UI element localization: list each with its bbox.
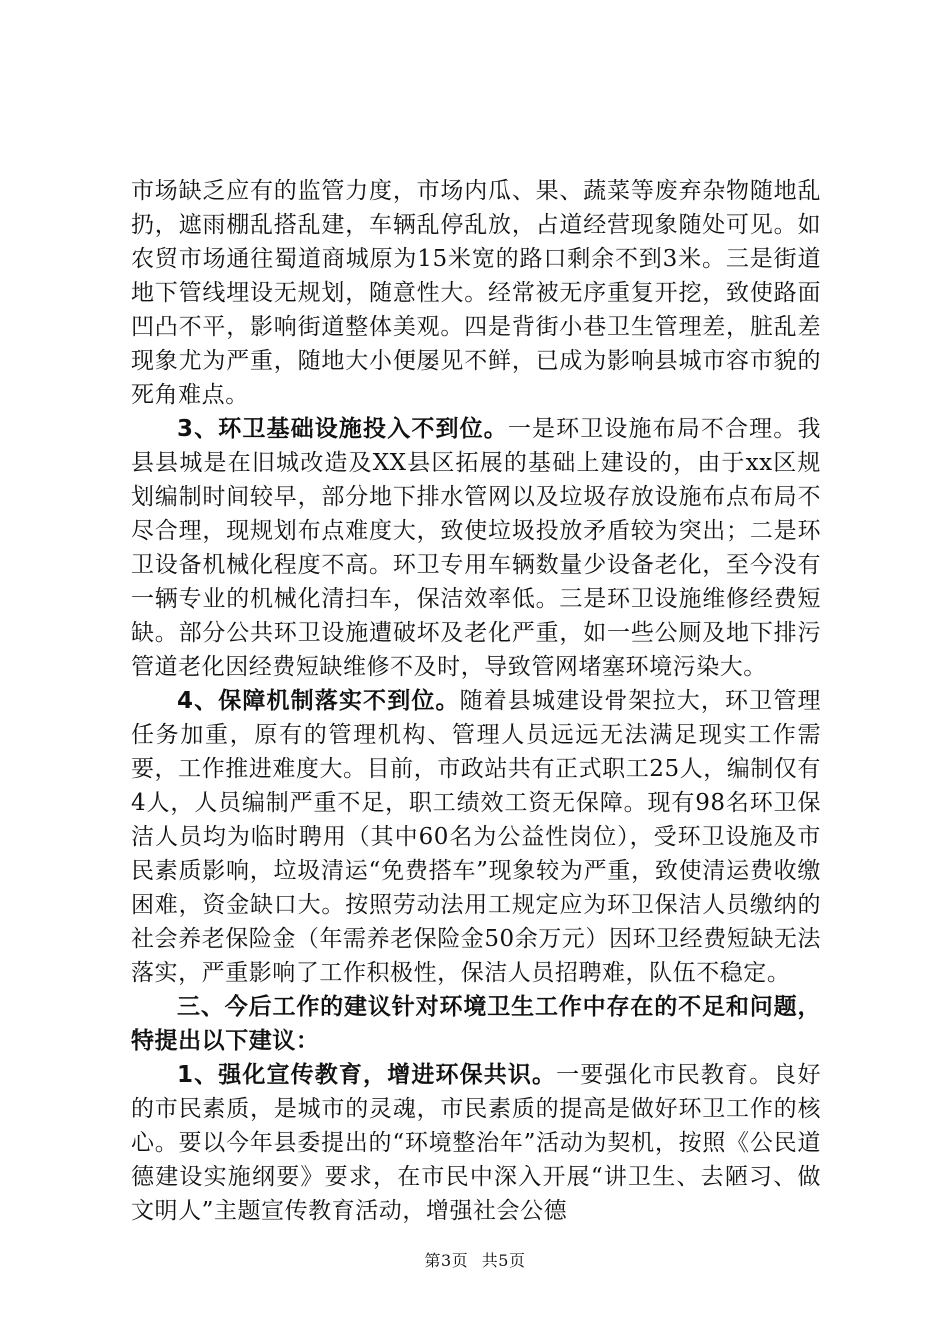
section-heading: 三、今后工作的建议针对环境卫生工作中存在的不足和问题，特提出以下建议：	[131, 994, 821, 1054]
paragraph-lead: 3、环卫基础设施投入不到位。	[177, 416, 508, 442]
paragraph-lead: 4、保障机制落实不到位。	[177, 688, 460, 714]
paragraph-market-issues	[131, 174, 821, 412]
paragraph-text: 一要强化市民教育。良好的市民素质，是城市的灵魂，市民素质的提高是做好环卫工作的核心。要以今年县委提出的“环境整治年”活动为契机，按照《公民道德建设实施纲要》要求，在市民中深入开展“讲卫生、去陋习、做文明人”主题宣传教育活动，增强社会公德	[131, 1062, 821, 1224]
paragraph-text: 市场缺乏应有的监管力度，市场内瓜、果、蔬菜等废弃杂物随地乱扔，遮雨棚乱搭乱建，车辆乱停乱放，占道经营现象随处可见。如农贸市场通往蜀道商城原为15米宽的路口剩余不到3米。三是街道地下管线埋设无规划，随意性大。经常被无序重复开挖，致使路面凹凸不平，影响街道整体美观。四是背街小巷卫生管理差，脏乱差现象尤为严重，随地大小便屡见不鲜，已成为影响县城市容市貌的死角难点。	[131, 178, 821, 408]
page-number: 第3页	[424, 1251, 469, 1270]
paragraph-text: 一是环卫设施布局不合理。我县县城是在旧城改造及XX县区拓展的基础上建设的，由于xx区规划编制时间较早，部分地下排水管网以及垃圾存放设施布点布局不尽合理，现规划布点难度大，致使垃圾投放矛盾较为突出；二是环卫设备机械化程度不高。环卫专用车辆数量少设备老化，至今没有一辆专业的机械化清扫车，保洁效率低。三是环卫设施维修经费短缺。部分公共环卫设施遭破坏及老化严重，如一些公厕及地下排污管道老化因经费短缺维修不及时，导致管网堵塞环境污染大。	[131, 416, 821, 680]
paragraph-text: 随着县城建设骨架拉大，环卫管理任务加重，原有的管理机构、管理人员远远无法满足现实工作需要，工作推进难度大。目前，市政站共有正式职工25人，编制仅有4人，人员编制严重不足，职工绩效工资无保障。现有98名环卫保洁人员均为临时聘用（其中60名为公益性岗位），受环卫设施及市民素质影响，垃圾清运“免费搭车”现象较为严重，致使清运费收缴困难，资金缺口大。按照劳动法用工规定应为环卫保洁人员缴纳的社会养老保险金（年需养老保险金50余万元）因环卫经费短缺无法落实，严重影响了工作积极性，保洁人员招聘难，队伍不稳定。	[131, 688, 821, 986]
document-body	[131, 174, 821, 1228]
paragraph-lead: 1、强化宣传教育，增进环保共识。	[177, 1062, 557, 1088]
paragraph-guarantee-mechanism	[131, 684, 821, 990]
page-footer	[0, 1248, 950, 1271]
page-total: 共5页	[481, 1251, 526, 1270]
paragraph-publicity-education	[131, 1058, 821, 1228]
paragraph-sanitation-facilities	[131, 412, 821, 684]
